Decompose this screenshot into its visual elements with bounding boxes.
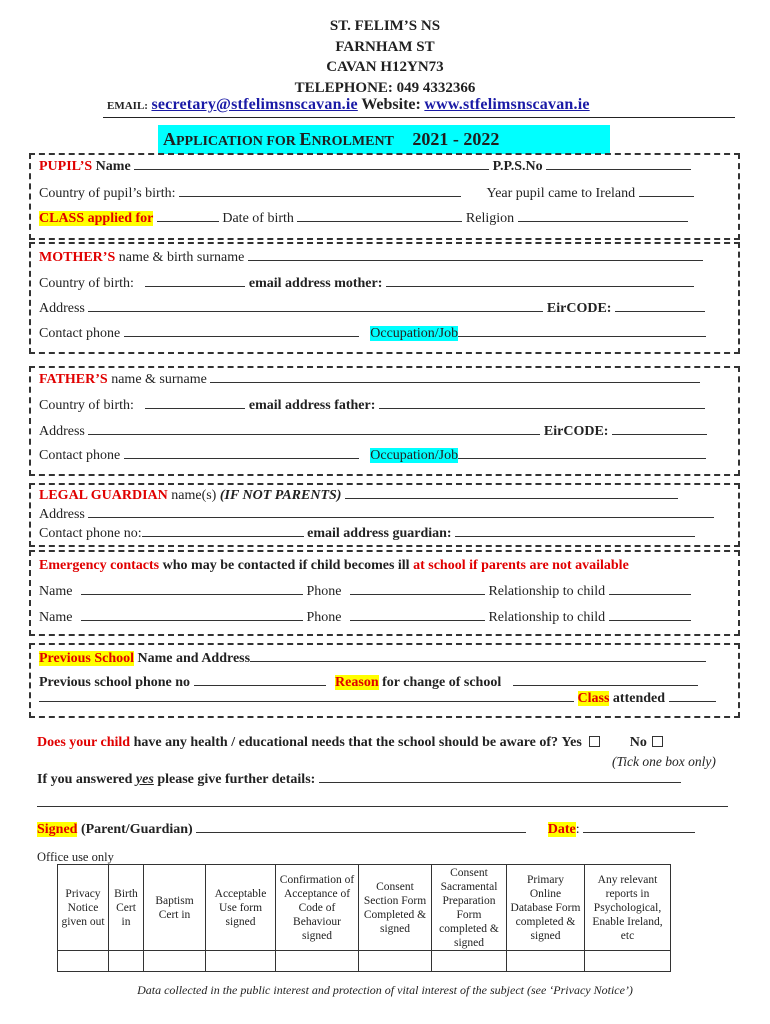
health-details-field-line2[interactable] bbox=[37, 806, 728, 807]
emergency-relationship-label: Relationship to child bbox=[488, 584, 606, 599]
father-eircode-field[interactable] bbox=[612, 423, 707, 435]
emergency-text-1: who may be contacted bbox=[162, 558, 296, 573]
pupil-name-row bbox=[39, 158, 691, 175]
office-cell[interactable] bbox=[585, 951, 671, 972]
guardian-address-row bbox=[39, 506, 714, 523]
emergency-relationship-field[interactable] bbox=[609, 583, 691, 595]
emergency-row-1 bbox=[39, 583, 691, 600]
office-col-baptism-cert: Baptism Cert in bbox=[144, 865, 206, 951]
office-cell[interactable] bbox=[58, 951, 109, 972]
office-col-consent-section: Consent Section Form Completed & signed bbox=[359, 865, 432, 951]
signed-label: Signed bbox=[37, 822, 78, 837]
class-attended-label: Class bbox=[577, 691, 610, 706]
guardian-phone-field[interactable] bbox=[142, 525, 304, 537]
school-telephone: TELEPHONE: 049 4332366 bbox=[294, 79, 476, 96]
reason-label: Reason bbox=[335, 675, 379, 690]
title-initial-e: E bbox=[299, 129, 312, 149]
office-cell[interactable] bbox=[507, 951, 585, 972]
school-header bbox=[0, 16, 770, 98]
mother-label: MOTHER’S bbox=[39, 250, 116, 265]
mother-address-label: Address bbox=[39, 301, 85, 316]
year-came-field[interactable] bbox=[639, 185, 694, 197]
religion-field[interactable] bbox=[518, 210, 688, 222]
mother-address-row bbox=[39, 300, 705, 317]
guardian-section bbox=[29, 483, 740, 547]
tick-note: (Tick one box only) bbox=[612, 754, 716, 769]
class-field[interactable] bbox=[157, 210, 219, 222]
emergency-phone-label: Phone bbox=[306, 610, 342, 625]
father-name-row bbox=[39, 371, 700, 388]
father-address-field[interactable] bbox=[88, 423, 540, 435]
office-cell[interactable] bbox=[144, 951, 206, 972]
if-yes-label: yes bbox=[135, 772, 154, 787]
guardian-note: (IF NOT PARENTS) bbox=[219, 488, 342, 503]
mother-country-label: Country of birth: bbox=[39, 276, 134, 291]
mother-email-label: email address mother: bbox=[248, 276, 383, 291]
guardian-email-field[interactable] bbox=[455, 525, 695, 537]
attended-label: attended bbox=[612, 691, 666, 706]
office-col-acceptable-use: Acceptable Use form signed bbox=[206, 865, 276, 951]
previous-school-field[interactable] bbox=[250, 650, 706, 662]
office-col-consent-sacramental: Consent Sacramental Preparation Form completed & signed bbox=[432, 865, 507, 951]
religion-label: Religion bbox=[465, 211, 515, 226]
office-use-label: Office use only bbox=[37, 850, 114, 864]
mother-country-field[interactable] bbox=[145, 275, 245, 287]
date-colon: : bbox=[575, 822, 580, 837]
guardian-phone-label: Contact phone no: bbox=[39, 526, 142, 541]
health-question-text: have any health / educational needs that the school should be aware of? bbox=[133, 735, 559, 750]
parent-guardian-label: (Parent/Guardian) bbox=[80, 822, 193, 837]
mother-phone-field[interactable] bbox=[124, 325, 359, 337]
guardian-label: LEGAL GUARDIAN bbox=[39, 488, 168, 503]
country-field[interactable] bbox=[179, 185, 461, 197]
father-email-label: email address father: bbox=[248, 398, 376, 413]
father-country-field[interactable] bbox=[145, 397, 245, 409]
office-cell[interactable] bbox=[109, 951, 144, 972]
father-phone-label: Contact phone bbox=[39, 448, 121, 463]
title-part-b: PPLICATION FOR bbox=[176, 134, 300, 149]
previous-class-row bbox=[39, 690, 716, 707]
emergency-phone-field[interactable] bbox=[350, 583, 485, 595]
office-cell[interactable] bbox=[359, 951, 432, 972]
previous-school-section bbox=[29, 643, 740, 718]
date-label: Date bbox=[547, 822, 576, 837]
year-came-label: Year pupil came to Ireland bbox=[486, 186, 636, 201]
emergency-row-2 bbox=[39, 609, 691, 626]
class-attended-field[interactable] bbox=[669, 690, 716, 702]
father-occupation-field[interactable] bbox=[458, 447, 706, 459]
emergency-phone-label: Phone bbox=[306, 584, 342, 599]
header-divider bbox=[103, 117, 735, 118]
father-country-label: Country of birth: bbox=[39, 398, 134, 413]
mother-address-field[interactable] bbox=[88, 300, 543, 312]
previous-phone-label: Previous school phone no bbox=[39, 675, 191, 690]
title-years: 2021 - 2022 bbox=[412, 129, 500, 149]
name-label: Name bbox=[95, 159, 131, 174]
mother-eircode-label: EirCODE: bbox=[546, 301, 612, 316]
previous-phone-field[interactable] bbox=[194, 674, 326, 686]
emergency-relationship-label: Relationship to child bbox=[488, 610, 606, 625]
pps-label: P.P.S.No bbox=[492, 159, 543, 174]
father-address-label: Address bbox=[39, 424, 85, 439]
guardian-name-label: name(s) bbox=[171, 488, 217, 503]
email-link[interactable]: secretary@stfelimsnscavan.ie bbox=[151, 96, 358, 113]
mother-name-field[interactable] bbox=[248, 249, 703, 261]
emergency-relationship-field[interactable] bbox=[609, 609, 691, 621]
school-town: CAVAN H12YN73 bbox=[326, 59, 444, 75]
father-eircode-label: EirCODE: bbox=[543, 424, 609, 439]
mother-phone-label: Contact phone bbox=[39, 326, 121, 341]
dob-field[interactable] bbox=[297, 210, 462, 222]
health-details-row bbox=[37, 771, 681, 788]
previous-school-label: Previous School bbox=[39, 651, 135, 666]
emergency-name-label: Name bbox=[39, 610, 73, 625]
emergency-name-field[interactable] bbox=[81, 609, 303, 621]
reason-rest-label: for change of school bbox=[382, 675, 502, 690]
mother-occupation-field[interactable] bbox=[458, 325, 706, 337]
mother-section bbox=[29, 242, 740, 354]
title-part-d: NROLMENT bbox=[311, 134, 394, 149]
yes-checkbox[interactable] bbox=[589, 736, 600, 747]
pupil-class-row bbox=[39, 210, 688, 227]
footer-note: Data collected in the public interest and protection of vital interest of the subject (see ‘Privacy Notice’) bbox=[137, 983, 633, 997]
signature-row bbox=[37, 821, 695, 838]
yes-label: Yes bbox=[561, 735, 582, 750]
guardian-address-label: Address bbox=[39, 507, 85, 522]
previous-phone-row bbox=[39, 674, 698, 691]
title-initial-a: A bbox=[163, 129, 176, 149]
website-link[interactable]: www.stfelimsnscavan.ie bbox=[424, 96, 590, 113]
guardian-name-row bbox=[39, 487, 678, 504]
office-cell[interactable] bbox=[276, 951, 359, 972]
pupil-country-row bbox=[39, 185, 694, 202]
emergency-phone-field[interactable] bbox=[350, 609, 485, 621]
office-use-table bbox=[57, 864, 671, 972]
reason-field-cont[interactable] bbox=[39, 690, 574, 702]
school-name: ST. FELIM’S NS bbox=[329, 18, 441, 34]
country-label: Country of pupil’s birth: bbox=[39, 186, 176, 201]
father-address-row bbox=[39, 423, 707, 440]
mother-eircode-field[interactable] bbox=[615, 300, 705, 312]
signature-field[interactable] bbox=[196, 821, 526, 833]
mother-name-label: name & birth surname bbox=[118, 250, 245, 265]
guardian-email-label: email address guardian: bbox=[307, 526, 452, 541]
guardian-phone-row bbox=[39, 525, 695, 542]
mother-country-row bbox=[39, 275, 694, 292]
guardian-name-field[interactable] bbox=[345, 487, 678, 499]
class-label: CLASS applied for bbox=[39, 211, 154, 226]
previous-name-address-label: Name and Address bbox=[137, 651, 251, 666]
mother-email-field[interactable] bbox=[386, 275, 694, 287]
details-label: please give further details: bbox=[157, 772, 316, 787]
emergency-text-4: if parents are not available bbox=[469, 558, 629, 573]
if-answered-label: If you answered bbox=[37, 772, 133, 787]
date-field[interactable] bbox=[583, 821, 695, 833]
no-checkbox[interactable] bbox=[652, 736, 663, 747]
email-label: EMAIL: bbox=[107, 100, 148, 112]
emergency-text-3: at school bbox=[413, 558, 466, 573]
father-name-label: name & surname bbox=[111, 372, 207, 387]
office-col-confirmation: Confirmation of Acceptance of Code of Behaviour signed bbox=[276, 865, 359, 951]
pupil-section bbox=[29, 153, 740, 240]
office-col-privacy: Privacy Notice given out bbox=[58, 865, 109, 951]
dob-label: Date of birth bbox=[222, 211, 294, 226]
father-email-field[interactable] bbox=[379, 397, 705, 409]
office-col-birth-cert: Birth Cert in bbox=[109, 865, 144, 951]
mother-phone-row bbox=[39, 325, 706, 342]
previous-school-row bbox=[39, 650, 706, 667]
father-label: FATHER’S bbox=[39, 372, 108, 387]
emergency-contacts-label: Emergency contacts bbox=[39, 558, 160, 573]
father-occupation-label: Occupation/Job bbox=[370, 448, 459, 463]
website-label: Website: bbox=[361, 96, 421, 113]
health-question-label: Does your child bbox=[37, 735, 131, 750]
no-label: No bbox=[629, 735, 647, 750]
office-col-relevant-reports: Any relevant reports in Psychological, Enable Ireland, etc bbox=[585, 865, 671, 951]
form-title bbox=[158, 125, 610, 154]
emergency-title-row bbox=[39, 558, 629, 574]
emergency-text-2: if child becomes ill bbox=[298, 558, 410, 573]
emergency-name-label: Name bbox=[39, 584, 73, 599]
school-street: FARNHAM ST bbox=[335, 38, 435, 55]
mother-occupation-label: Occupation/Job bbox=[370, 326, 459, 341]
father-section bbox=[29, 366, 740, 476]
office-col-primary-online: Primary Online Database Form completed & signed bbox=[507, 865, 585, 951]
pps-field[interactable] bbox=[546, 158, 691, 170]
contact-line bbox=[107, 96, 590, 114]
health-details-field[interactable] bbox=[319, 771, 681, 783]
guardian-address-field[interactable] bbox=[88, 506, 714, 518]
father-country-row bbox=[39, 397, 705, 414]
mother-name-row bbox=[39, 249, 703, 266]
pupil-name-field[interactable] bbox=[134, 158, 489, 170]
emergency-name-field[interactable] bbox=[81, 583, 303, 595]
father-phone-row bbox=[39, 447, 706, 464]
emergency-section bbox=[29, 550, 740, 636]
office-cell[interactable] bbox=[206, 951, 276, 972]
father-phone-field[interactable] bbox=[124, 447, 359, 459]
health-question-row bbox=[37, 735, 667, 751]
reason-field[interactable] bbox=[513, 674, 698, 686]
pupil-label: PUPIL’S bbox=[39, 159, 93, 174]
office-cell[interactable] bbox=[432, 951, 507, 972]
father-name-field[interactable] bbox=[210, 371, 700, 383]
